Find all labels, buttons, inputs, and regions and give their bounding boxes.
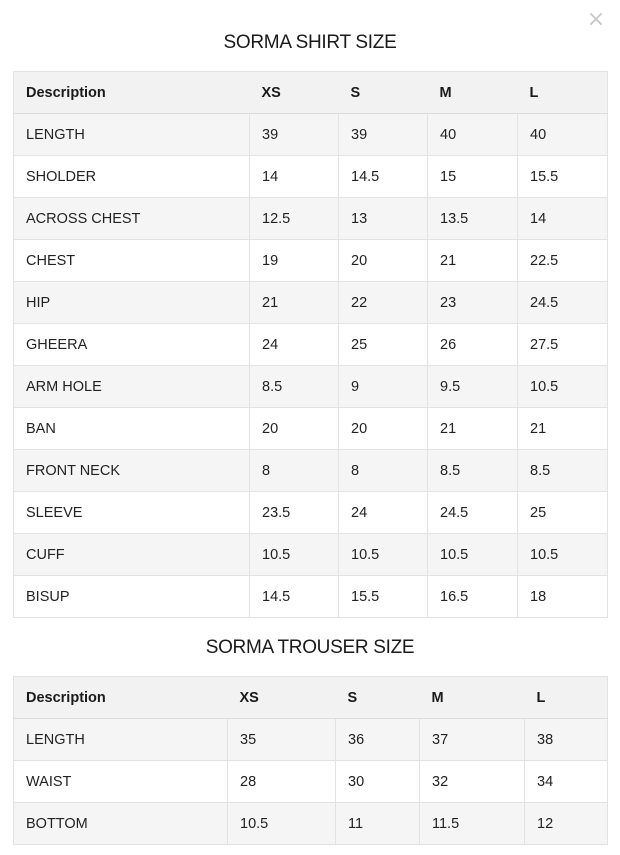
trouser-size-table: [13, 676, 608, 845]
size-value: 35: [228, 719, 336, 761]
row-label: BISUP: [14, 576, 250, 618]
size-value: 23.5: [250, 492, 339, 534]
size-value: 14: [518, 198, 608, 240]
table-row: [14, 719, 608, 761]
size-value: 32: [420, 761, 525, 803]
table-header-row: [14, 677, 608, 719]
table-row: [14, 492, 608, 534]
column-header-s: S: [339, 72, 428, 114]
table-row: [14, 156, 608, 198]
size-value: 8.5: [428, 450, 518, 492]
column-header-l: L: [518, 72, 608, 114]
size-value: 21: [250, 282, 339, 324]
size-value: 25: [339, 324, 428, 366]
row-label: BAN: [14, 408, 250, 450]
column-header-m: M: [420, 677, 525, 719]
size-value: 21: [428, 240, 518, 282]
table-header-row: [14, 72, 608, 114]
size-value: 30: [336, 761, 420, 803]
column-header-xs: XS: [228, 677, 336, 719]
size-value: 16.5: [428, 576, 518, 618]
size-value: 14.5: [339, 156, 428, 198]
size-value: 12.5: [250, 198, 339, 240]
close-icon[interactable]: ×: [586, 7, 606, 32]
size-value: 11.5: [420, 803, 525, 845]
size-value: 24: [250, 324, 339, 366]
size-value: 21: [518, 408, 608, 450]
table-row: [14, 450, 608, 492]
size-value: 10.5: [518, 366, 608, 408]
size-value: 10.5: [518, 534, 608, 576]
row-label: GHEERA: [14, 324, 250, 366]
size-value: 9: [339, 366, 428, 408]
table-row: [14, 366, 608, 408]
table-row: [14, 534, 608, 576]
size-value: 9.5: [428, 366, 518, 408]
trouser-size-title: SORMA TROUSER SIZE: [205, 637, 415, 658]
size-value: 28: [228, 761, 336, 803]
size-value: 15.5: [339, 576, 428, 618]
size-value: 39: [250, 114, 339, 156]
size-value: 25: [518, 492, 608, 534]
size-value: 24.5: [428, 492, 518, 534]
size-value: 23: [428, 282, 518, 324]
row-label: FRONT NECK: [14, 450, 250, 492]
size-value: 34: [525, 761, 608, 803]
size-value: 22.5: [518, 240, 608, 282]
table-row: [14, 408, 608, 450]
table-row: [14, 240, 608, 282]
row-label: SHOLDER: [14, 156, 250, 198]
size-value: 18: [518, 576, 608, 618]
size-value: 19: [250, 240, 339, 282]
row-label: ARM HOLE: [14, 366, 250, 408]
size-value: 14: [250, 156, 339, 198]
table-row: [14, 198, 608, 240]
size-value: 8: [339, 450, 428, 492]
row-label: SLEEVE: [14, 492, 250, 534]
size-value: 26: [428, 324, 518, 366]
size-value: 20: [339, 408, 428, 450]
size-value: 12: [525, 803, 608, 845]
row-label: HIP: [14, 282, 250, 324]
shirt-size-title: SORMA SHIRT SIZE: [223, 32, 397, 53]
size-value: 10.5: [339, 534, 428, 576]
size-value: 8.5: [250, 366, 339, 408]
table-row: [14, 114, 608, 156]
size-value: 40: [518, 114, 608, 156]
table-row: [14, 761, 608, 803]
size-value: 22: [339, 282, 428, 324]
shirt-size-table: [13, 71, 608, 618]
size-value: 10.5: [250, 534, 339, 576]
size-value: 13.5: [428, 198, 518, 240]
table-row: [14, 324, 608, 366]
size-value: 38: [525, 719, 608, 761]
size-value: 27.5: [518, 324, 608, 366]
row-label: BOTTOM: [14, 803, 228, 845]
table-row: [14, 282, 608, 324]
size-value: 11: [336, 803, 420, 845]
size-value: 15: [428, 156, 518, 198]
row-label: ACROSS CHEST: [14, 198, 250, 240]
size-value: 20: [250, 408, 339, 450]
column-header-l: L: [525, 677, 608, 719]
size-value: 8: [250, 450, 339, 492]
size-value: 8.5: [518, 450, 608, 492]
table-row: [14, 576, 608, 618]
size-value: 20: [339, 240, 428, 282]
column-header-description: Description: [14, 677, 228, 719]
size-value: 24.5: [518, 282, 608, 324]
size-value: 15.5: [518, 156, 608, 198]
size-value: 40: [428, 114, 518, 156]
column-header-description: Description: [14, 72, 250, 114]
size-value: 10.5: [228, 803, 336, 845]
row-label: WAIST: [14, 761, 228, 803]
row-label: CUFF: [14, 534, 250, 576]
size-value: 21: [428, 408, 518, 450]
column-header-m: M: [428, 72, 518, 114]
table-row: [14, 803, 608, 845]
row-label: LENGTH: [14, 719, 228, 761]
row-label: CHEST: [14, 240, 250, 282]
column-header-s: S: [336, 677, 420, 719]
size-value: 24: [339, 492, 428, 534]
size-value: 37: [420, 719, 525, 761]
column-header-xs: XS: [250, 72, 339, 114]
size-value: 10.5: [428, 534, 518, 576]
size-value: 36: [336, 719, 420, 761]
size-value: 13: [339, 198, 428, 240]
size-value: 39: [339, 114, 428, 156]
size-value: 14.5: [250, 576, 339, 618]
row-label: LENGTH: [14, 114, 250, 156]
